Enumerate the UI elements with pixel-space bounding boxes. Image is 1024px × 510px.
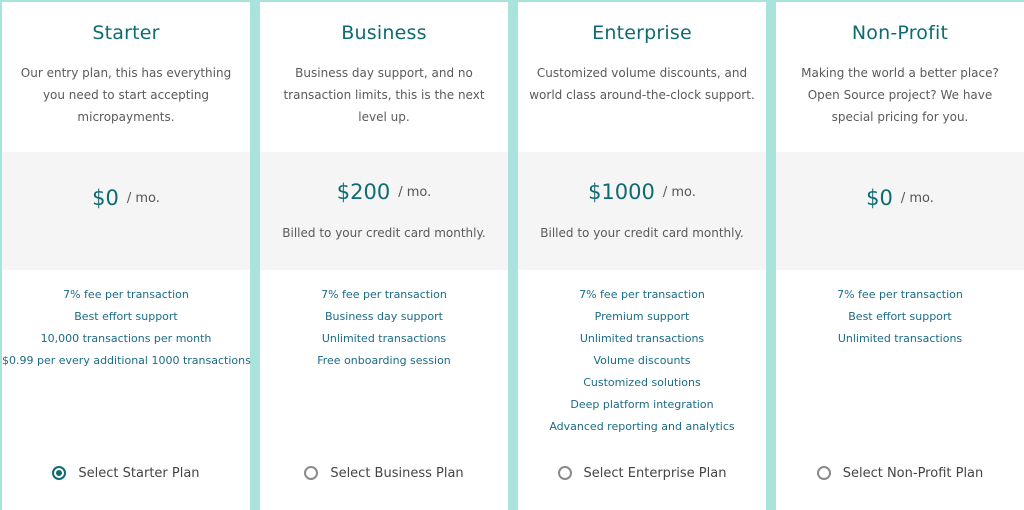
feature-item: Advanced reporting and analytics — [549, 420, 735, 433]
plan-name: Non-Profit — [851, 22, 949, 44]
feature-item: Unlimited transactions — [837, 332, 963, 345]
radio-unselected-icon[interactable] — [558, 466, 572, 480]
select-business-plan-radio[interactable] — [260, 466, 508, 481]
feature-item: Premium support — [594, 310, 690, 323]
radio-unselected-icon[interactable] — [304, 466, 318, 480]
price-section — [518, 152, 766, 270]
select-plan-label[interactable]: Select Enterprise Plan — [583, 466, 727, 481]
price-period: / mo. — [900, 190, 934, 206]
select-enterprise-plan-radio[interactable] — [518, 466, 766, 481]
feature-item: Deep platform integration — [570, 398, 714, 411]
price — [518, 180, 766, 204]
price — [776, 186, 1024, 210]
price-period: / mo. — [662, 184, 696, 200]
feature-item: Best effort support — [74, 310, 178, 323]
price — [260, 180, 508, 204]
feature-item: Unlimited transactions — [321, 332, 447, 345]
feature-item: 7% fee per transaction — [321, 288, 447, 301]
plan-name: Starter — [92, 22, 160, 44]
select-plan-label[interactable]: Select Starter Plan — [78, 466, 200, 481]
price-period: / mo. — [126, 190, 160, 206]
plan-card-starter — [2, 2, 250, 510]
feature-list — [2, 284, 250, 372]
feature-item: Business day support — [325, 310, 443, 323]
price-section — [2, 152, 250, 270]
price-amount: $0 — [866, 186, 893, 210]
plan-card-business — [260, 2, 508, 510]
feature-list — [776, 284, 1024, 350]
feature-item: Volume discounts — [593, 354, 691, 367]
price-amount: $1000 — [588, 180, 655, 204]
feature-item: Best effort support — [848, 310, 952, 323]
plan-name: Enterprise — [592, 22, 692, 44]
plan-card-non-profit — [776, 2, 1024, 510]
feature-item: 7% fee per transaction — [579, 288, 705, 301]
plan-description: Our entry plan, this has everything you need to start accepting micropayments. — [20, 66, 232, 124]
price-amount: $0 — [92, 186, 119, 210]
plan-card-enterprise — [518, 2, 766, 510]
feature-item: 7% fee per transaction — [63, 288, 189, 301]
plan-description: Business day support, and no transaction limits, this is the next level up. — [283, 66, 485, 124]
price-section — [776, 152, 1024, 270]
feature-item: $0.99 per every additional 1000 transactions — [2, 354, 251, 367]
price — [2, 186, 250, 210]
radio-selected-icon[interactable] — [52, 466, 66, 480]
billing-note: Billed to your credit card monthly. — [282, 226, 486, 240]
feature-item: 7% fee per transaction — [837, 288, 963, 301]
feature-item: Unlimited transactions — [579, 332, 705, 345]
price-period: / mo. — [398, 184, 432, 200]
plan-description: Customized volume discounts, and world class around-the-clock support. — [529, 66, 755, 102]
billing-note: Billed to your credit card monthly. — [540, 226, 744, 240]
feature-item: 10,000 transactions per month — [40, 332, 212, 345]
select-non-profit-plan-radio[interactable] — [776, 466, 1024, 481]
plan-description: Making the world a better place? Open Source project? We have special pricing for you. — [801, 66, 999, 124]
select-plan-label[interactable]: Select Business Plan — [330, 466, 464, 481]
feature-list — [260, 284, 508, 372]
plan-name: Business — [341, 22, 427, 44]
select-plan-label[interactable]: Select Non-Profit Plan — [842, 466, 984, 481]
radio-unselected-icon[interactable] — [817, 466, 831, 480]
feature-item: Free onboarding session — [317, 354, 451, 367]
feature-item: Customized solutions — [583, 376, 701, 389]
price-section — [260, 152, 508, 270]
select-starter-plan-radio[interactable] — [2, 466, 250, 481]
feature-list — [518, 284, 766, 438]
price-amount: $200 — [336, 180, 391, 204]
